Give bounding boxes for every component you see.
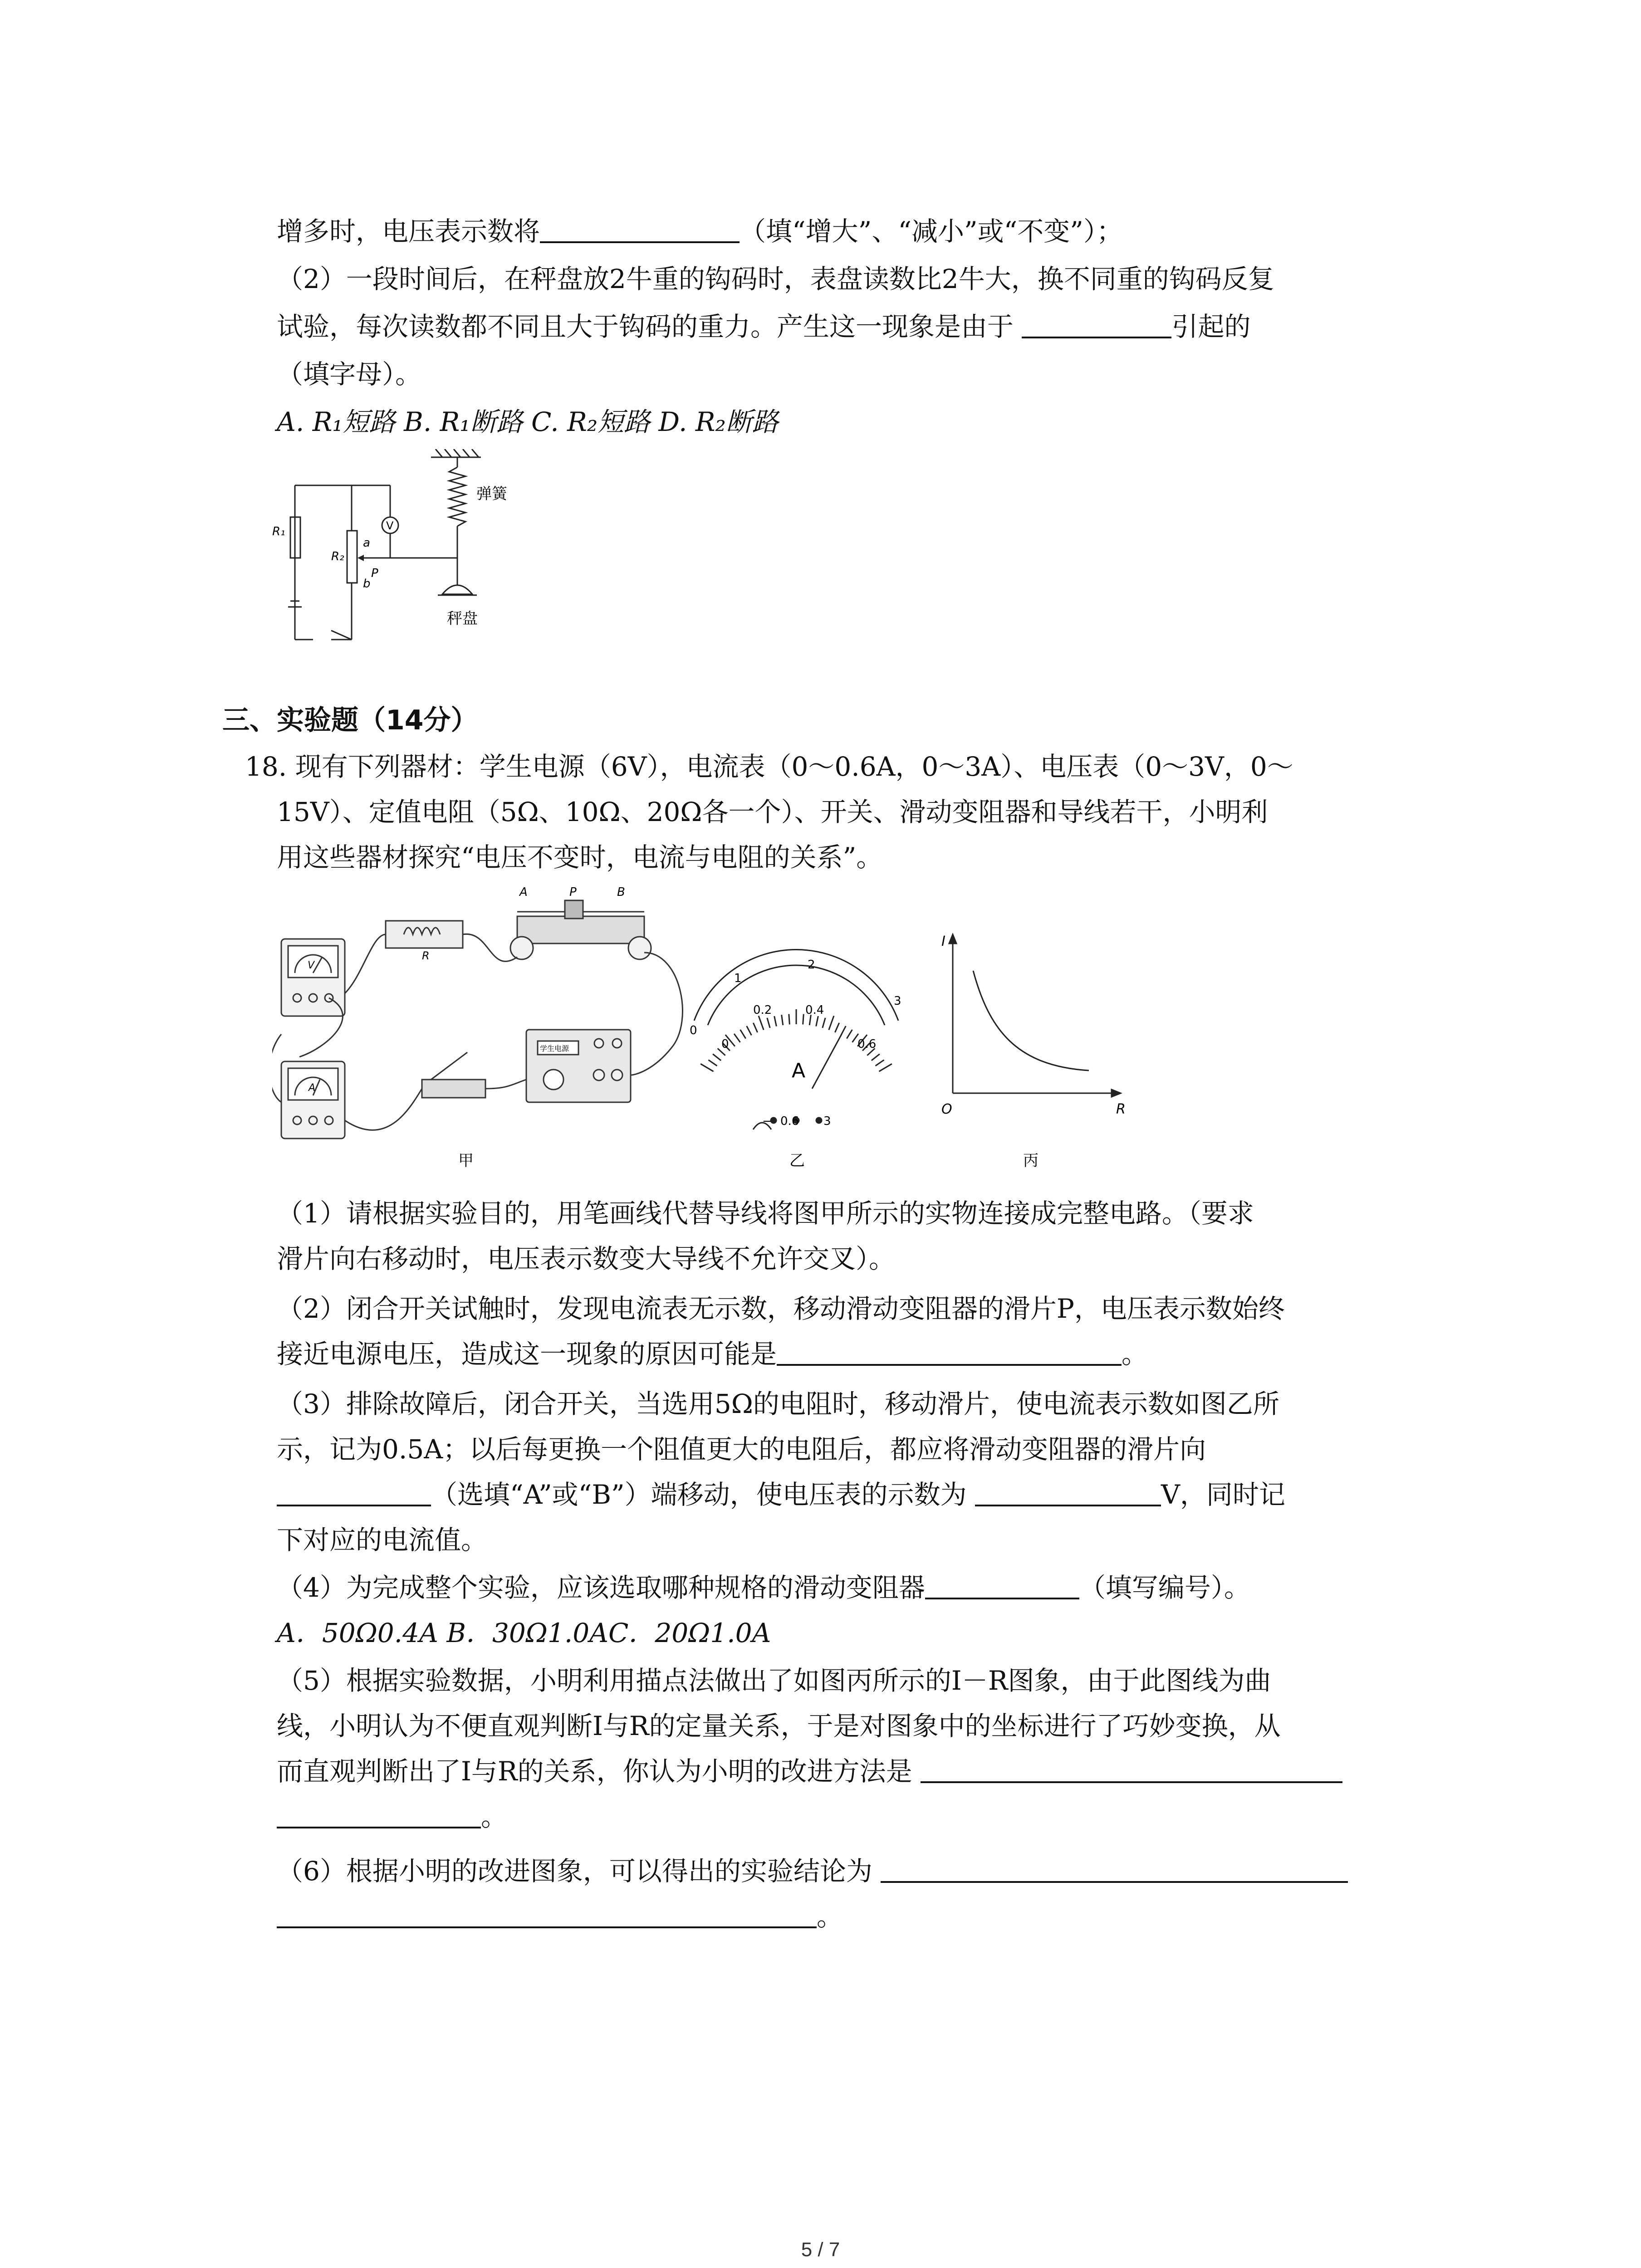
- q18-p5-b: 线，小明认为不便直观判断I与R的定量关系，于是对图象中的坐标进行了巧妙变换，从: [277, 1711, 1281, 1741]
- dial-tick: [734, 1034, 740, 1042]
- apparatus-jia: [281, 900, 651, 1139]
- answer-blank[interactable]: [777, 1337, 1122, 1366]
- answer-blank[interactable]: [277, 1477, 431, 1506]
- dial-tick: [782, 1015, 783, 1025]
- dial-top-3: 3: [894, 994, 901, 1008]
- dial-tick: [767, 1018, 770, 1028]
- dial-unit: A: [792, 1059, 806, 1082]
- resistor-label: R: [422, 949, 430, 962]
- q18-p3-b: 示，记为0.5A；以后每更换一个阻值更大的电阻后，都应将滑动变阻器的滑片向: [277, 1434, 1206, 1465]
- rheostat-b-label: B: [617, 885, 625, 899]
- answer-blank[interactable]: [540, 214, 740, 243]
- graph-origin-label: O: [941, 1101, 952, 1117]
- page-number: 5 / 7: [801, 2239, 840, 2261]
- dial-bottom-0: 0: [721, 1037, 729, 1051]
- q18-text: 而直观判断出了I与R的关系，你认为小明的改进方法是: [277, 1756, 912, 1787]
- dial-tick: [829, 1016, 834, 1030]
- voltmeter-label: V: [386, 519, 394, 532]
- power-supply-label: 学生电源: [540, 1044, 569, 1053]
- q18-p5-c: [277, 1753, 1342, 1789]
- dial-tick: [847, 1030, 852, 1039]
- p-label: P: [371, 567, 378, 580]
- answer-blank[interactable]: [277, 1799, 481, 1828]
- dial-tick: [803, 1014, 804, 1025]
- answer-blank[interactable]: [975, 1477, 1161, 1506]
- dial-tick: [759, 1016, 764, 1030]
- q17-line-2: （2）一段时间后，在秤盘放2牛重的钩码时，表盘读数比2牛大，换不同重的钩码反复: [277, 264, 1274, 294]
- q18-text: （填写编号）。: [1079, 1572, 1250, 1603]
- rheostat-a-label: A: [519, 885, 528, 899]
- q18-p3-d: 下对应的电流值。: [277, 1525, 488, 1555]
- dial-top-1: 1: [734, 972, 742, 985]
- q18-intro-3: 用这些器材探究“电压不变时，电流与电阻的关系”。: [277, 842, 883, 873]
- q18-p2-b: [277, 1336, 1148, 1372]
- q18-text: （选填“A”或“B”）端移动，使电压表的示数为: [431, 1479, 967, 1510]
- q18-p1-b: 滑片向右移动时，电压表示数变大导线不允许交叉）。: [277, 1243, 896, 1274]
- dial-tick: [774, 1016, 777, 1026]
- q18-text: （4）为完成整个实验，应该选取哪种规格的滑动变阻器: [277, 1572, 925, 1603]
- q18-text: 现有下列器材：学生电源（6V），电流表（0～0.6A，0～3A）、电压表（0～3V，0～: [295, 751, 1293, 782]
- answer-blank[interactable]: [1022, 309, 1171, 338]
- dial-bottom-02: 0.2: [753, 1003, 772, 1017]
- graph-x-label: R: [1116, 1101, 1126, 1117]
- terminal-negative: −: [762, 1114, 772, 1128]
- dial-tick: [841, 1026, 846, 1035]
- dial-tick: [740, 1030, 746, 1039]
- q18-p5-d: [277, 1799, 507, 1835]
- dial-tick: [700, 1064, 713, 1071]
- dial-tick: [816, 1016, 818, 1026]
- q18-intro-2: 15V）、定值电阻（5Ω、10Ω、20Ω各一个）、开关、滑动变阻器和导线若干，小明利: [277, 797, 1268, 827]
- graph-y-label: I: [941, 934, 945, 949]
- q18-text: （6）根据小明的改进图象，可以得出的实验结论为: [277, 1856, 872, 1887]
- i-r-graph-bing: [949, 934, 1121, 1097]
- q18-p5-a: （5）根据实验数据，小明利用描点法做出了如图丙所示的I－R图象，由于此图线为曲: [277, 1665, 1271, 1696]
- dial-top-2: 2: [808, 958, 815, 972]
- q17-text: 引起的: [1171, 311, 1251, 342]
- answer-blank[interactable]: [925, 1570, 1079, 1599]
- q18-p2-a: （2）闭合开关试触时，发现电流表无示数，移动滑动变阻器的滑片P，电压表示数始终: [277, 1293, 1285, 1324]
- q18-p4-a: [277, 1569, 1250, 1606]
- caption-jia: 甲: [458, 1152, 474, 1170]
- dial-tick: [876, 1060, 884, 1066]
- dial-tick: [747, 1026, 752, 1035]
- q17-line-1: [277, 213, 1123, 249]
- q17-line-4: （填字母）。: [277, 359, 422, 390]
- q18-p6-a: [277, 1853, 1348, 1889]
- dial-tick: [753, 1023, 757, 1032]
- rheostat-p-label: P: [569, 885, 577, 899]
- dial-tick: [872, 1054, 880, 1061]
- section-title: 三、实验题（14分）: [222, 704, 478, 736]
- caption-bing: 丙: [1023, 1152, 1038, 1170]
- b-label: b: [363, 577, 371, 591]
- q18-text: 接近电源电压，造成这一现象的原因可能是: [277, 1339, 777, 1369]
- q18-intro-1: [245, 748, 1293, 785]
- caption-yi: 乙: [789, 1152, 805, 1170]
- r1-label: R₁: [272, 525, 285, 538]
- q18-p1-a: （1）请根据实验目的，用笔画线代替导线将图甲所示的实物连接成完整电路。（要求: [277, 1198, 1254, 1229]
- q18-text: V，同时记: [1161, 1479, 1285, 1510]
- dial-tick: [835, 1023, 839, 1032]
- dial-bottom-06: 0.6: [857, 1037, 877, 1051]
- dial-zero-top: 0: [690, 1024, 697, 1037]
- dial-bottom-04: 0.4: [805, 1003, 824, 1017]
- q17-text: （填“增大”、“减小”或“不变”）；: [740, 216, 1123, 247]
- terminal-06: 0.6: [780, 1114, 799, 1128]
- answer-blank[interactable]: [881, 1854, 1348, 1883]
- q17-text: 试验，每次读数都不同且大于钩码的重力。产生这一现象是由于: [277, 311, 1014, 342]
- dial-tick: [708, 1060, 717, 1066]
- terminal-3: 3: [823, 1114, 831, 1128]
- q17-line-3: [277, 308, 1250, 345]
- answer-blank[interactable]: [921, 1754, 1342, 1783]
- q18-p6-b: [277, 1898, 843, 1935]
- question-number: 18.: [245, 751, 287, 782]
- q18-p3-a: （3）排除故障后，闭合开关，当选用5Ω的电阻时，移动滑片，使电流表示数如图乙所: [277, 1388, 1279, 1419]
- q18-text: 。: [1122, 1339, 1148, 1369]
- experiment-figure: [272, 885, 1180, 1188]
- dial-tick: [789, 1014, 790, 1025]
- a-label: a: [363, 536, 370, 550]
- ammeter-label: A: [309, 1082, 316, 1094]
- dial-tick: [879, 1064, 892, 1071]
- spring-scale-circuit-diagram: [268, 449, 522, 649]
- dial-tick: [823, 1018, 825, 1028]
- r2-label: R₂: [331, 550, 344, 563]
- dial-tick: [713, 1054, 721, 1061]
- spring-label: 弹簧: [476, 485, 507, 503]
- pan-label: 秤盘: [447, 610, 478, 628]
- q18-text: 。: [817, 1901, 843, 1932]
- q18-p4-options: A．50Ω0.4A B．30Ω1.0AC．20Ω1.0A: [277, 1618, 771, 1648]
- voltmeter-label: V: [308, 960, 315, 971]
- answer-blank[interactable]: [277, 1899, 817, 1928]
- q18-text: 。: [481, 1801, 508, 1832]
- q18-p3-c: [277, 1476, 1285, 1513]
- q17-options: A. R₁短路 B. R₁断路 C. R₂短路 D. R₂断路: [277, 406, 779, 437]
- q17-text: 增多时，电压表示数将: [277, 216, 540, 247]
